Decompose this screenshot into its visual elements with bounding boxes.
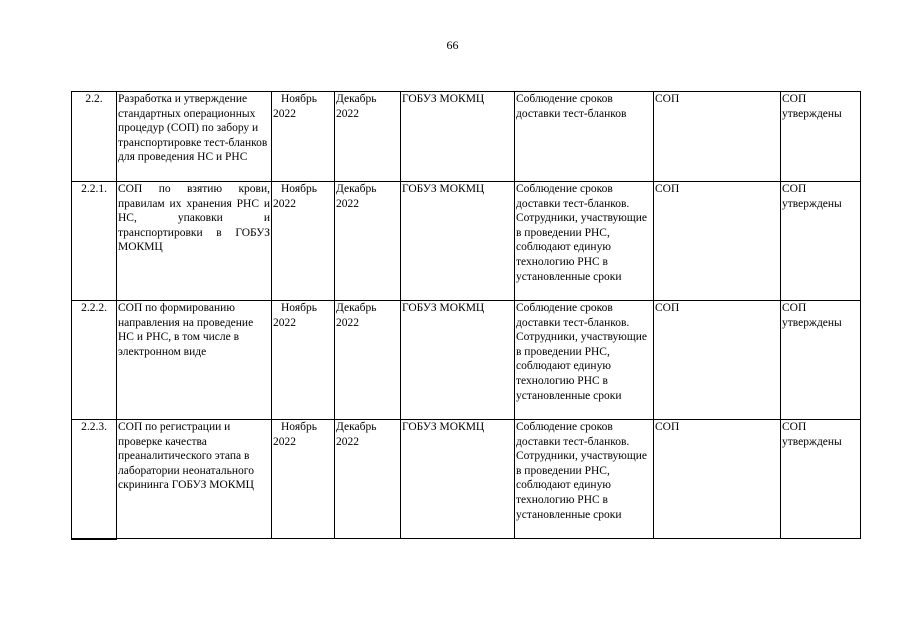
end-date: Декабрь 2022: [335, 420, 401, 539]
executor: ГОБУЗ МОКМЦ: [401, 92, 515, 182]
table-row: [72, 92, 861, 182]
executor: ГОБУЗ МОКМЦ: [401, 420, 515, 539]
control-form: СОП: [654, 301, 781, 420]
page-number: 66: [446, 38, 459, 52]
end-date: Декабрь 2022: [335, 92, 401, 182]
row-number: 2.2.: [72, 92, 117, 182]
activity-name: СОП по регистрации и проверке качества преаналитического этапа в лаборатории неонатального скрининга ГОБУЗ МОКМЦ: [117, 420, 272, 539]
indicator: Соблюдение сроков доставки тест-бланков. Сотрудники, участвующие в проведении РНС, соблюдают единую технологию РНС в установленные сроки: [515, 301, 654, 420]
start-date: Ноябрь 2022: [272, 182, 335, 301]
end-date: Декабрь 2022: [335, 182, 401, 301]
table-row: [72, 182, 861, 301]
indicator: Соблюдение сроков доставки тест-бланков. Сотрудники, участвующие в проведении РНС, соблюдают единую технологию РНС в установленные сроки: [515, 182, 654, 301]
table-row: [72, 301, 861, 420]
indicator: Соблюдение сроков доставки тест-бланков. Сотрудники, участвующие в проведении РНС, соблюдают единую технологию РНС в установленные сроки: [515, 420, 654, 539]
plan-table: [71, 91, 861, 540]
indicator: Соблюдение сроков доставки тест-бланков: [515, 92, 654, 182]
control-form: СОП: [654, 420, 781, 539]
row-number: 2.2.2.: [72, 301, 117, 420]
activity-name: СОП по взятию крови, правилам их хранения РНС и НС, упаковки и транспортировки в ГОБУЗ МОКМЦ: [117, 182, 272, 301]
executor: ГОБУЗ МОКМЦ: [401, 301, 515, 420]
executor: ГОБУЗ МОКМЦ: [401, 182, 515, 301]
start-date: Ноябрь 2022: [272, 301, 335, 420]
row-number: 2.2.1.: [72, 182, 117, 301]
end-date: Декабрь 2022: [335, 301, 401, 420]
activity-name: Разработка и утверждение стандартных операционных процедур (СОП) по забору и транспортировке тест-бланков для проведения НС и РНС: [117, 92, 272, 182]
start-date: Ноябрь 2022: [272, 420, 335, 539]
start-date: Ноябрь 2022: [272, 92, 335, 182]
activity-name: СОП по формированию направления на проведение НС и РНС, в том числе в электронном виде: [117, 301, 272, 420]
table-row: [72, 420, 861, 539]
control-form: СОП: [654, 182, 781, 301]
result: СОП утверждены: [781, 92, 861, 182]
result: СОП утверждены: [781, 420, 861, 539]
control-form: СОП: [654, 92, 781, 182]
result: СОП утверждены: [781, 301, 861, 420]
result: СОП утверждены: [781, 182, 861, 301]
row-number: 2.2.3.: [72, 420, 117, 539]
